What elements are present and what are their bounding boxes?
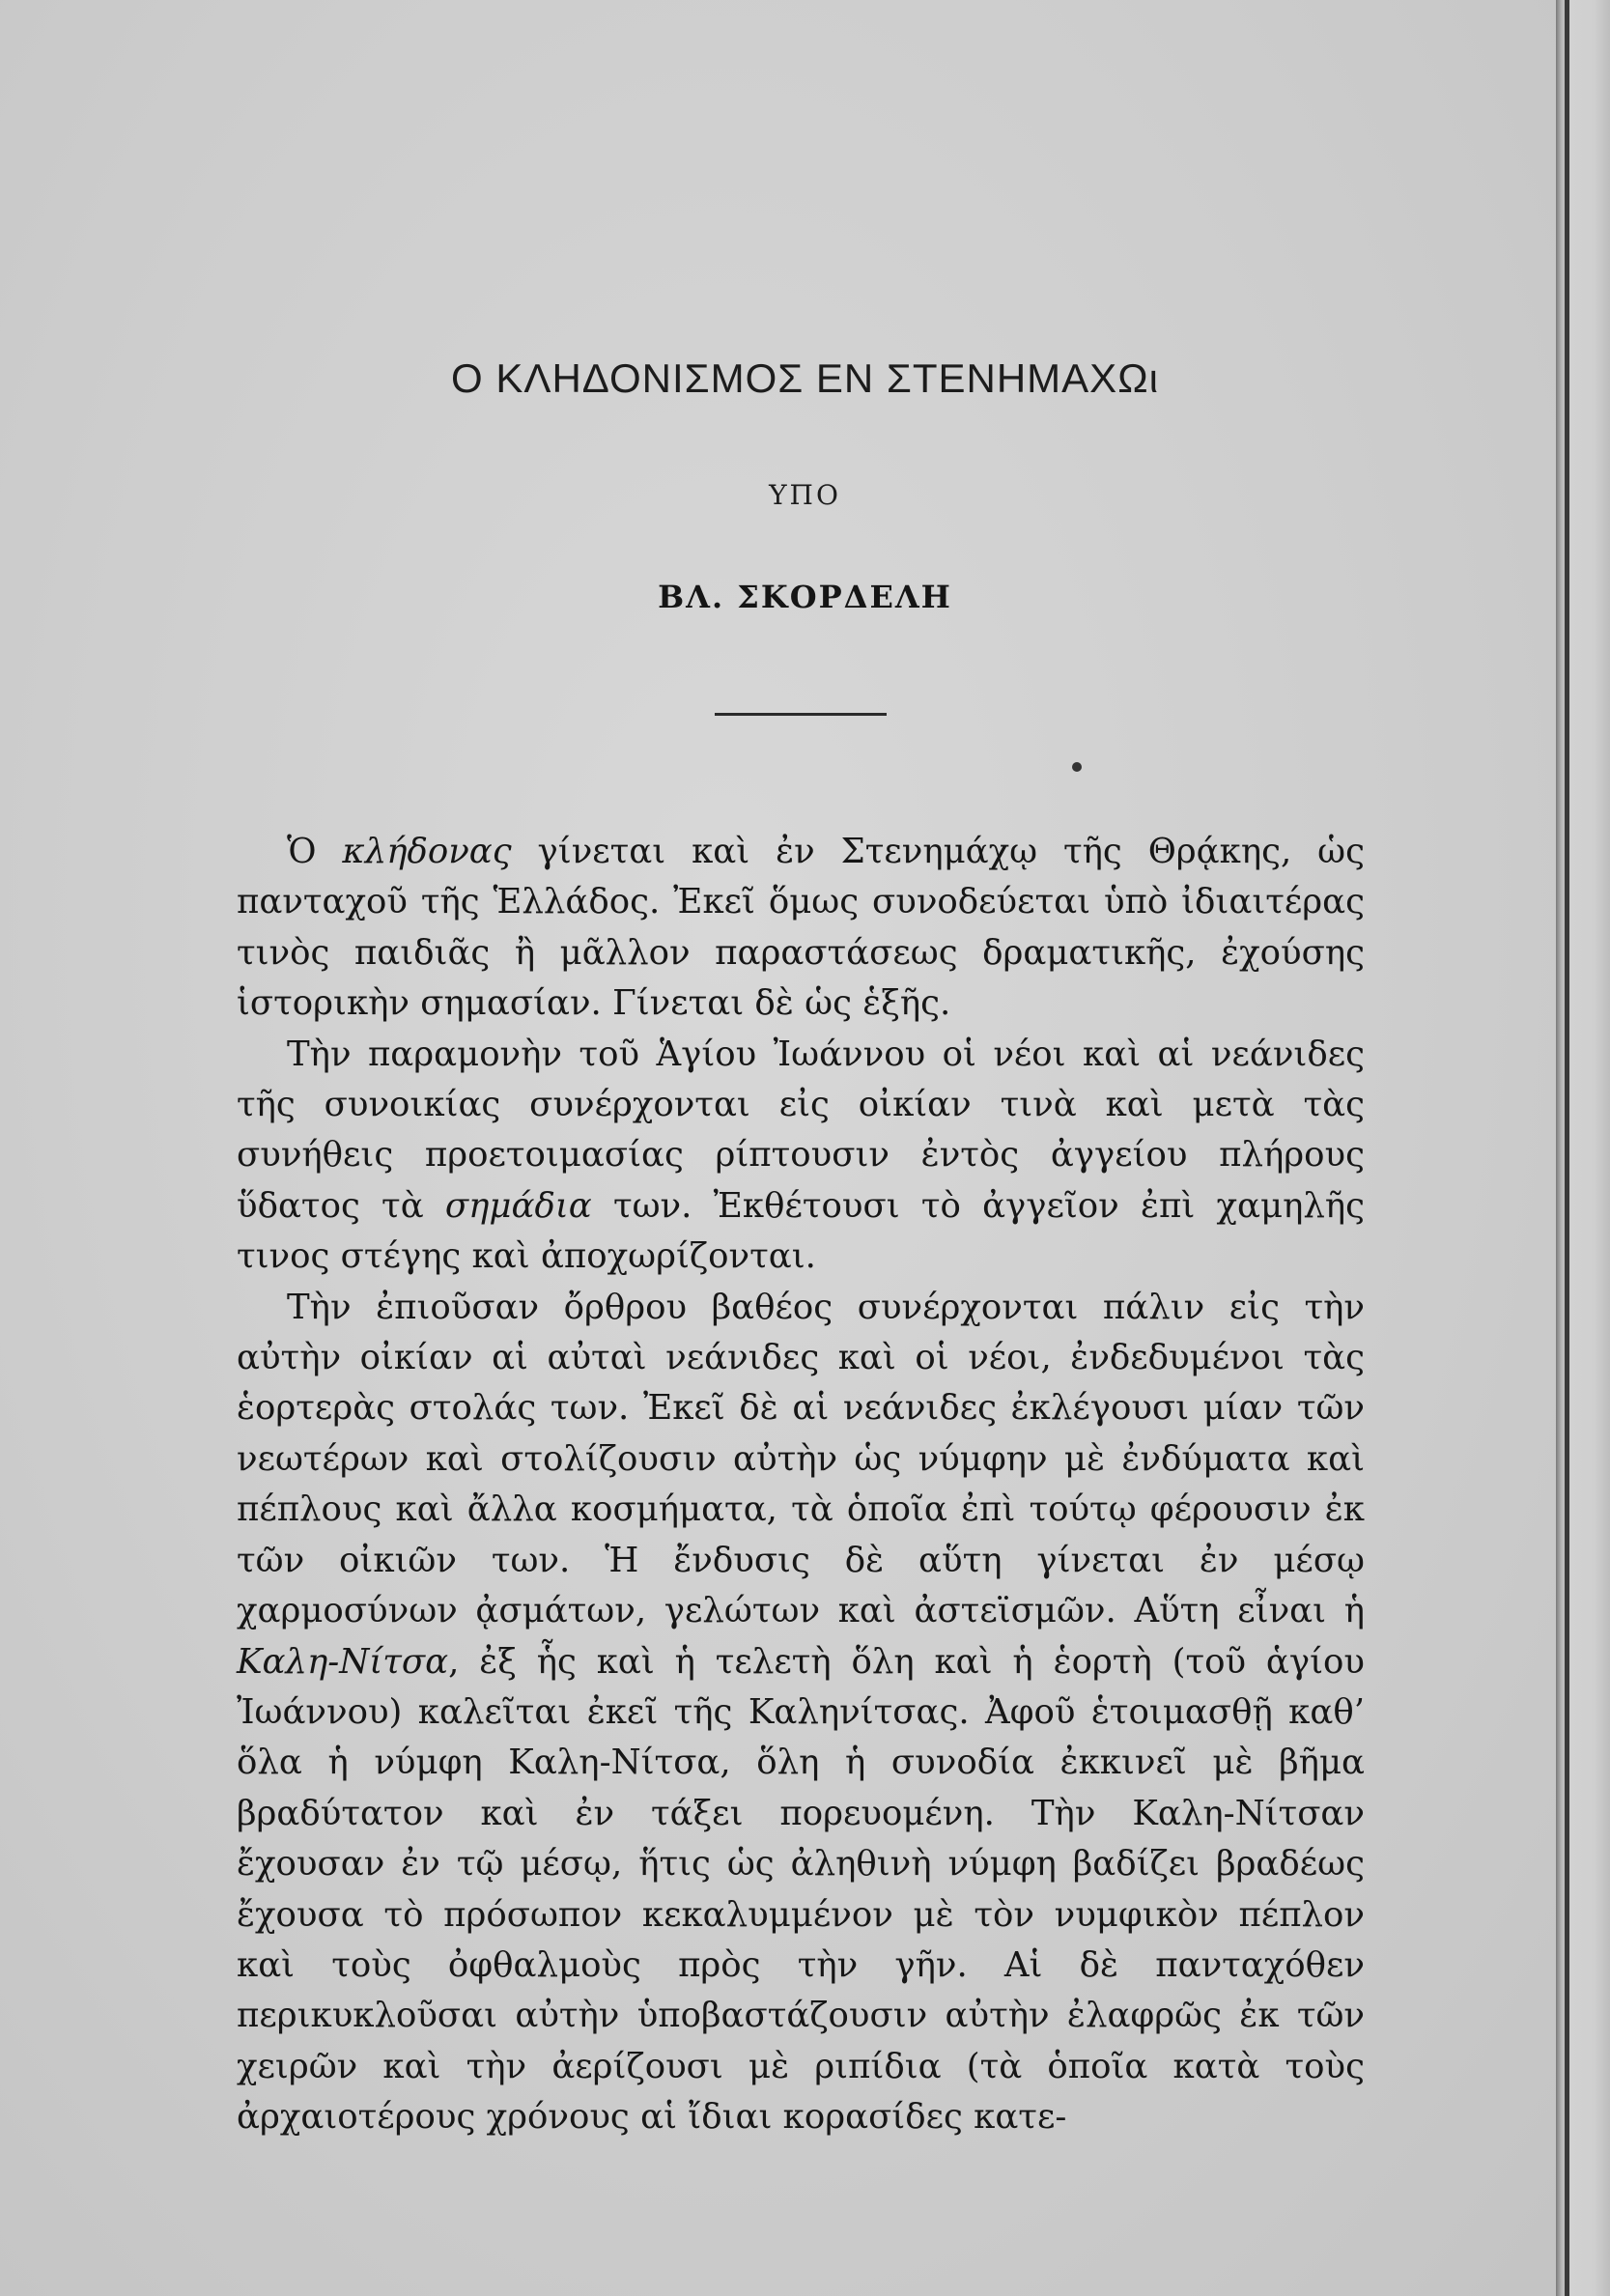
page-edge-line: [1565, 0, 1569, 2296]
author-name: ΒΛ. ΣΚΟΡΔΕΛΗ: [658, 579, 952, 615]
paragraph-2: [237, 1030, 1365, 1283]
italic-term-semadia: σημάδια: [444, 1185, 592, 1226]
text-run: γίνεται καὶ ἐν Στενημάχῳ τῆς Θρᾴκης, ὡς πανταχοῦ τῆς Ἑλλάδος. Ἐκεῖ ὅμως συνοδεύεται ὑπὸ ἰδιαιτέρας τινὸς παιδιᾶς ἢ μᾶλλον παραστάσεως δραματικῆς, ἐχούσης ἱστορικὴν σημασίαν. Γίνεται δὲ ὡς ἑξῆς.: [237, 832, 1366, 1024]
ink-dot: [1072, 762, 1082, 772]
text-run: Τὴν ἐπιοῦσαν ὄρθρου βαθέος συνέρχονται πάλιν εἰς τὴν αὐτὴν οἰκίαν αἱ αὐταὶ νεάνιδες καὶ οἱ νέοι, ἐνδεδυμένοι τὰς ἑορτερὰς στολάς των. Ἐκεῖ δὲ αἱ νεάνιδες ἐκλέγουσι μίαν τῶν νεωτέρων καὶ στολίζουσιν αὐτὴν ὡς νύμφην μὲ ἐνδύματα καὶ πέπλους καὶ ἄλλα κοσμήματα, τὰ ὁποῖα ἐπὶ τούτῳ φέρουσιν ἐκ τῶν οἰκιῶν των. Ἡ ἔνδυσις δὲ αὕτη γίνεται ἐν μέσῳ χαρμοσύνων ᾀσμάτων, γελώτων καὶ ἀστεϊσμῶν. Αὕτη εἶναι ἡ: [237, 1287, 1365, 1631]
text-run: Τὴν παραμονὴν τοῦ Ἁγίου Ἰωάννου οἱ νέοι καὶ αἱ νεάνιδες τῆς συνοικίας συνέρχονται εἰς οἰκίαν τινὰ καὶ μετὰ τὰς συνήθεις προετοιμασίας ρίπτουσιν ἐντὸς ἀγγείου πλήρους ὕδατος τὰ: [237, 1034, 1365, 1226]
italic-term-kledonas: κλήδονας: [342, 832, 512, 871]
text-run: Ὁ: [287, 832, 343, 871]
by-line: ΥΠΟ: [769, 479, 841, 511]
italic-term-kali-nitsa: Καλη-Νίτσα: [237, 1641, 449, 1682]
text-run: των. Ἐκθέτουσι τὸ ἀγγεῖον ἐπὶ χαμηλῆς τινος στέγης καὶ ἀποχωρίζονται.: [237, 1185, 1365, 1277]
article-title: Ο ΚΛΗΔΟΝΙΣΜΟΣ ΕΝ ΣΤΕΝΗΜΑΧΩι: [451, 355, 1159, 401]
paragraph-1: [237, 827, 1365, 1030]
text-run: , ἐξ ἧς καὶ ἡ τελετὴ ὅλη καὶ ἡ ἑορτὴ (τοῦ ἁγίου Ἰωάννου) καλεῖται ἐκεῖ τῆς Καληνίτσας. Ἀφοῦ ἑτοιμασθῇ καθ’ ὅλα ἡ νύμφη Καλη-Νίτσα, ὅλη ἡ συνοδία ἐκκινεῖ μὲ βῆμα βραδύτατον καὶ ἐν τάξει πορευομένη. Τὴν Καλη-Νίτσαν ἔχουσαν ἐν τῷ μέσῳ, ἥτις ὡς ἀληθινὴ νύμφη βαδίζει βραδέως ἔχουσα τὸ πρόσωπον κεκαλυμμένον μὲ τὸν νυμφικὸν πέπλον καὶ τοὺς ὀφθαλμοὺς πρὸς τὴν γῆν. Αἱ δὲ πανταχόθεν περικυκλοῦσαι αὐτὴν ὑποβαστάζουσιν αὐτὴν ἐλαφρῶς ἐκ τῶν χειρῶν καὶ τὴν ἀερίζουσι μὲ ριπίδια (τὰ ὁποῖα κατὰ τοὺς ἀρχαιοτέρους χρόνους αἱ ἴδιαι κορασίδες κατε-: [237, 1641, 1365, 2138]
paragraph-3: [237, 1283, 1365, 2143]
title-divider: [715, 713, 887, 716]
article-body: [237, 827, 1365, 2143]
